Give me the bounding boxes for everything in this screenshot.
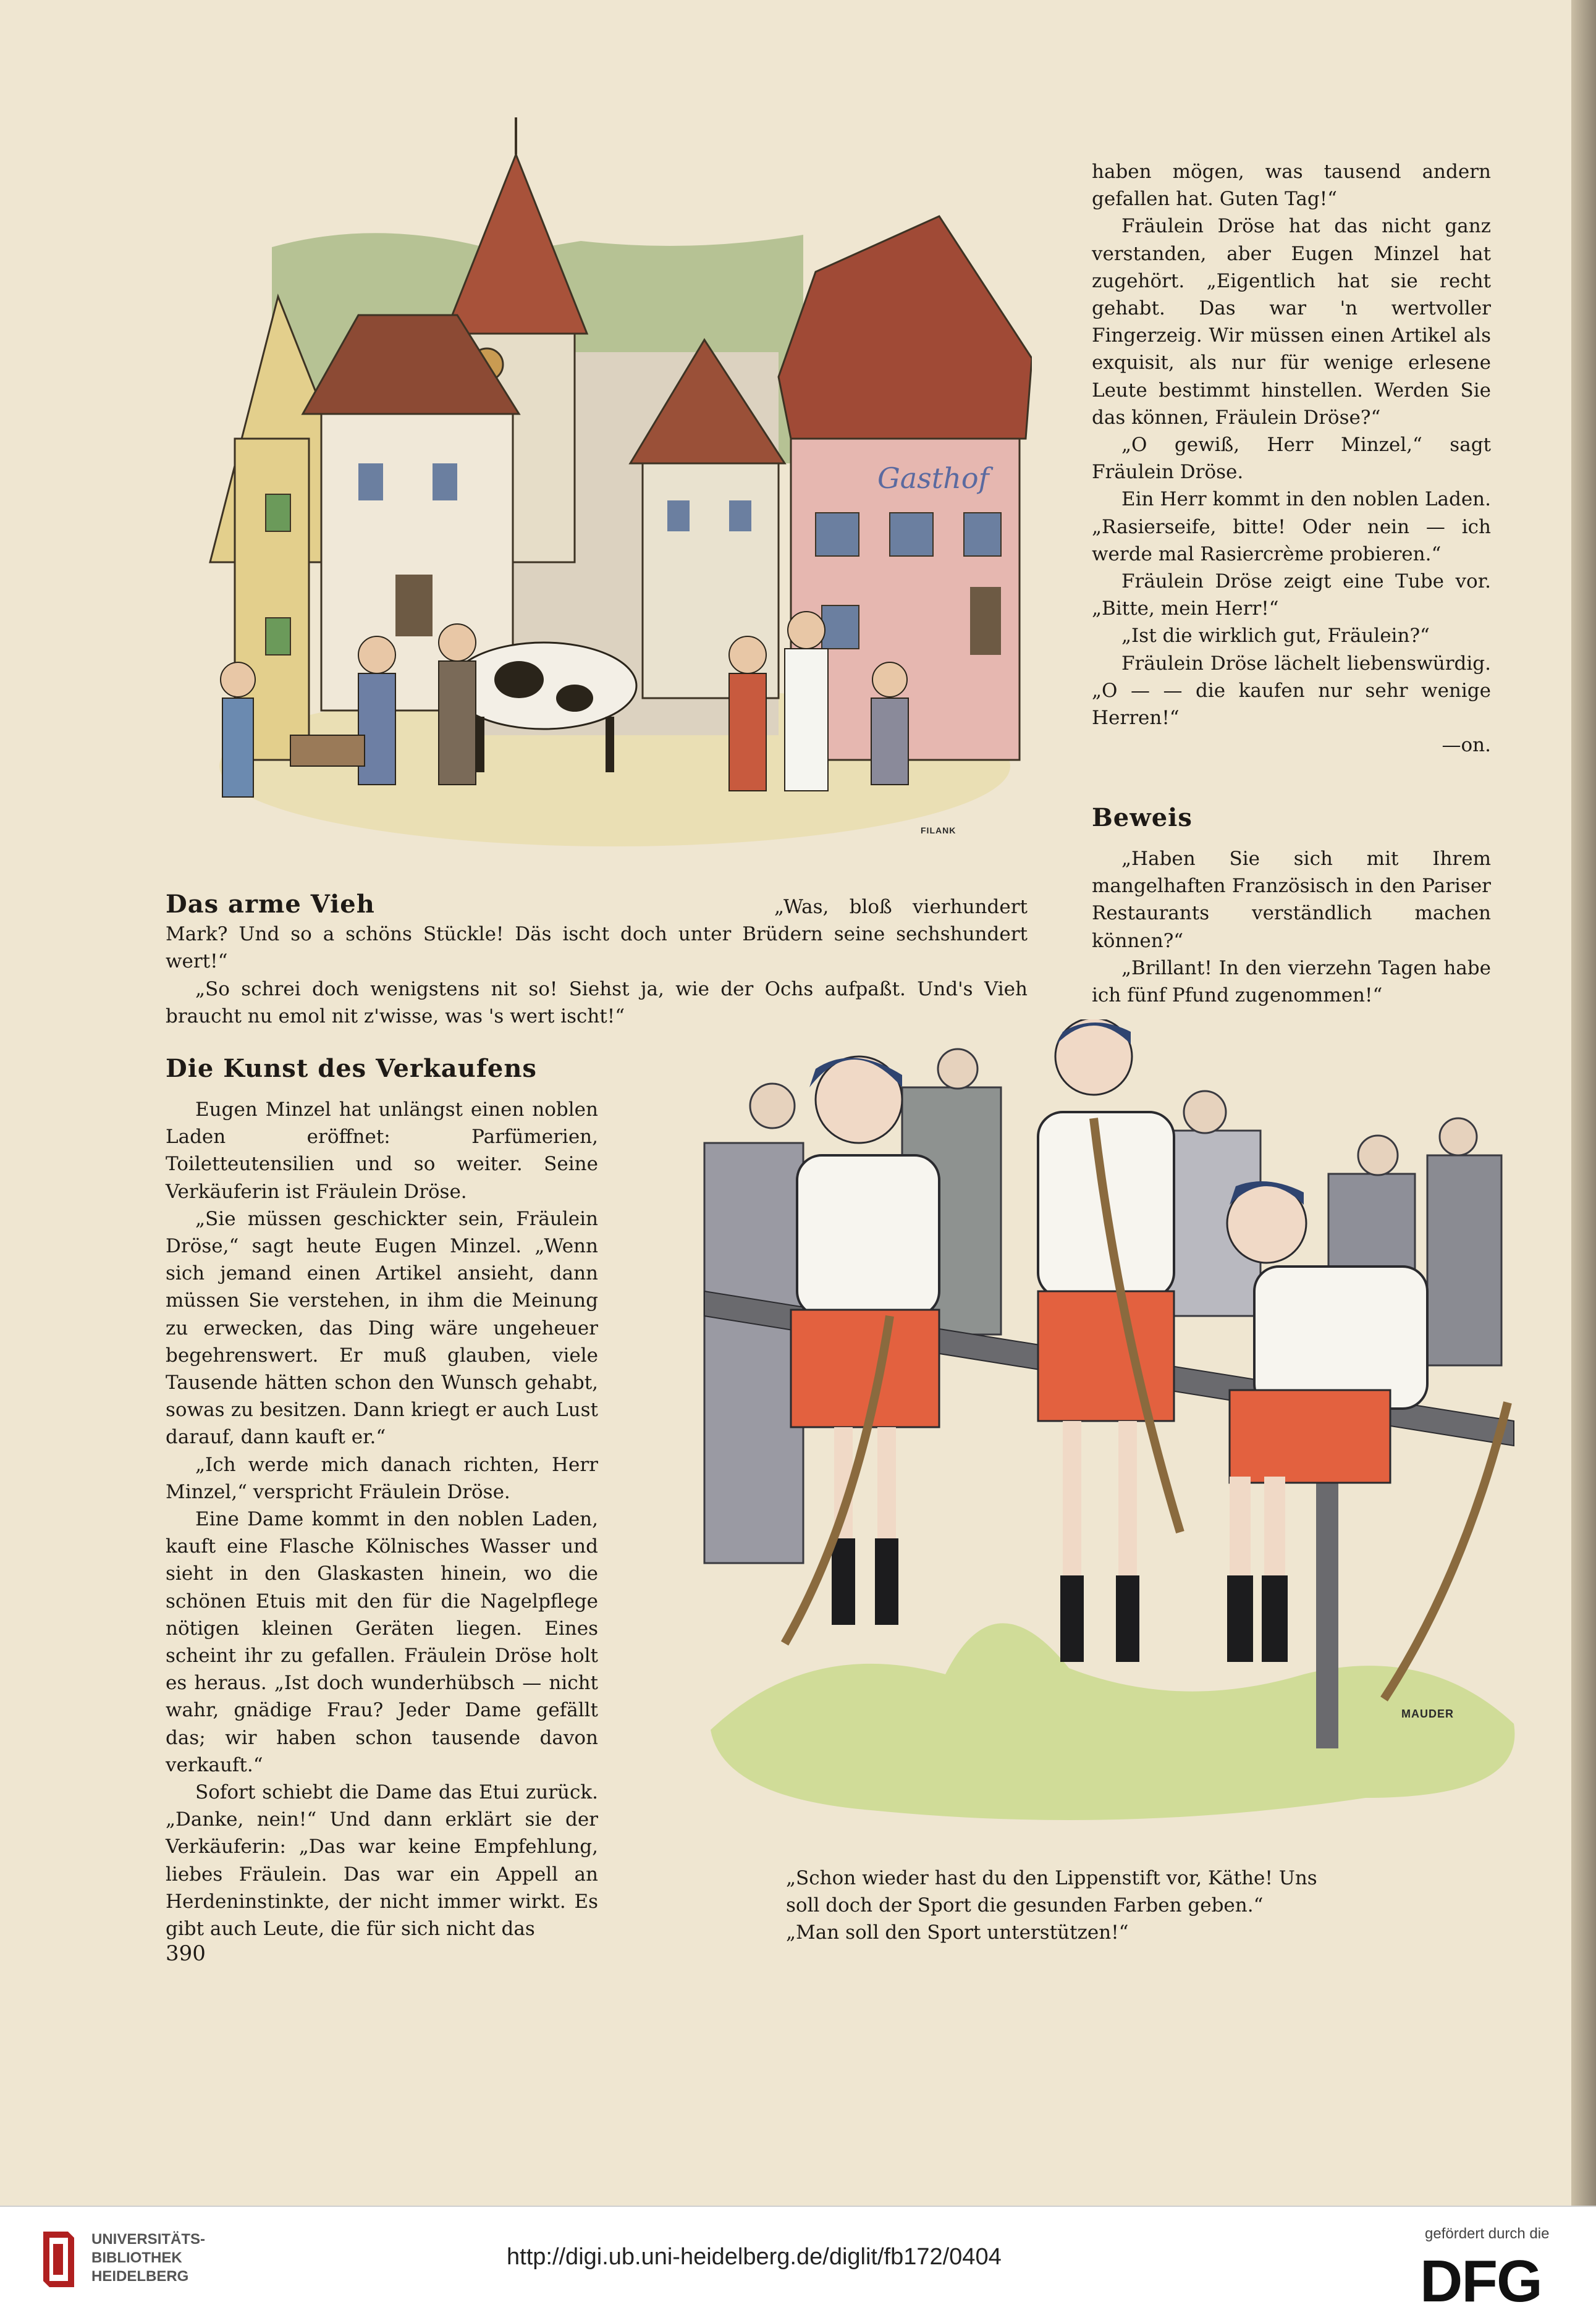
paragraph: haben mögen, was tausend andern gefallen hat. Guten Tag!“ xyxy=(1092,161,1491,211)
paragraph: „Ist die wirklich gut, Fräulein?“ xyxy=(1121,625,1430,647)
caption-line-1: „Schon wieder hast du den Lippenstift vor, Käthe! Uns soll doch der Sport die gesunden Farben geben.“ xyxy=(786,1867,1317,1916)
guesthouse-sign: Gasthof xyxy=(877,462,989,495)
dialogue-line-1: „Was, bloß vierhundert Mark? Und so a schöns Stückle! Däs ischt doch unter Brüdern seine sechshundert wert!“ xyxy=(166,896,1028,973)
paragraph: Eugen Minzel hat unlängst einen noblen Laden eröffnet: Parfümerien, Toiletteutensilien und so weiter. Seine Verkäuferin ist Fräulein Dröse. xyxy=(166,1098,598,1203)
library-line: UNIVERSITÄTS- xyxy=(91,2231,206,2248)
page-number: 390 xyxy=(166,1941,206,1966)
author-initials: —on. xyxy=(1442,734,1491,757)
dialogue-line-2: „So schrei doch wenigstens nit so! Siehst ja, wie der Ochs aufpaßt. Und's Vieh braucht nu emol nit z'wisse, was 's wert ischt!“ xyxy=(166,977,1028,1027)
funding-label: gefördert durch die xyxy=(1425,2225,1550,2242)
caption-line-2: „Man soll den Sport unterstützen!“ xyxy=(786,1921,1129,1944)
article-title-das-arme-vieh: Das arme Vieh xyxy=(166,890,375,919)
paragraph: Fräulein Dröse hat das nicht ganz verstanden, aber Eugen Minzel hat zugehört. „Eigentlich hat sie recht gehabt. Das war 'n wertvoller Fingerzeig. Wir müssen einen Artikel als exquisit, als nur für wenige erlesene Leute bestimmt hinstellen. Werden Sie das können, Fräulein Dröse?“ xyxy=(1092,215,1491,429)
paragraph: Fräulein Dröse zeigt eine Tube vor. „Bitte, mein Herr!“ xyxy=(1092,570,1491,620)
paragraph: „O gewiß, Herr Minzel,“ sagt Fräulein Dröse. xyxy=(1092,434,1491,484)
article-text-beweis xyxy=(1092,845,1491,1009)
ub-heidelberg-logo-icon xyxy=(37,2225,80,2293)
hockey-caption xyxy=(786,1865,1342,1946)
paragraph: Ein Herr kommt in den noblen Laden. „Rasierseife, bitte! Oder nein — ich werde mal Rasiercrème probieren.“ xyxy=(1092,488,1491,565)
paragraph: „Sie müssen geschickter sein, Fräulein Dröse,“ sagt heute Eugen Minzel. „Wenn sich jemand einen Artikel ansieht, dann müssen Sie verstehen, in ihm die Meinung zu erwecken, das Ding wäre ungeheuer begehrenswert. Er muß glauben, viele Tausende hätten schon den Wunsch gehabt, sowas zu besitzen. Dann kriegt er auch Lust darauf, dann kauft er.“ xyxy=(166,1207,598,1449)
library-line: BIBLIOTHEK xyxy=(91,2249,182,2266)
article-column-left xyxy=(166,1096,598,1942)
article-column-right xyxy=(1092,158,1491,759)
permalink-url[interactable]: http://digi.ub.uni-heidelberg.de/diglit/fb172/0404 xyxy=(507,2244,1002,2270)
library-name xyxy=(91,2230,205,2286)
paragraph: „Brillant! In den vierzehn Tagen habe ich fünf Pfund zugenommen!“ xyxy=(1092,956,1491,1007)
illustrator-signature-village: FILANK xyxy=(921,825,956,835)
article-title-beweis: Beweis xyxy=(1092,803,1193,832)
dfg-logo: DFG xyxy=(1420,2248,1542,2314)
paragraph: Fräulein Dröse lächelt liebenswürdig. „O — — die kaufen nur sehr wenige Herren!“ xyxy=(1092,652,1491,730)
paragraph: Eine Dame kommt in den noblen Laden, kauft eine Flasche Kölnisches Wasser und sieht in den Glaskasten hinein, wo die schönen Etuis mit den für die Nagelpflege nötigen kleinen Geräten liegen. Eines scheint ihr zu gefallen. Fräulein Dröse holt es heraus. „Ist doch wunderhübsch — nicht wahr, gnädige Frau? Jeder Dame gefällt das; wir haben schon tausende davon verkauft.“ xyxy=(166,1508,598,1776)
paragraph: „Ich werde mich danach richten, Herr Minzel,“ verspricht Fräulein Dröse. xyxy=(166,1453,598,1503)
paragraph: Sofort schiebt die Dame das Etui zurück. „Danke, nein!“ Und dann erklärt sie der Verkäuferin: „Das war keine Empfehlung, liebes Fräulein. Das war ein Appell an Herdeninstinkte, der nicht immer wirkt. Es gibt auch Leute, die für sich nicht das xyxy=(166,1781,598,1941)
paragraph: „Haben Sie sich mit Ihrem mangelhaften Französisch in den Pariser Restaurants verständlich machen können?“ xyxy=(1092,848,1491,952)
digitization-footer xyxy=(0,2206,1596,2323)
page-binding-edge xyxy=(1571,0,1596,2206)
village-illustration xyxy=(198,93,1032,859)
article-text-das-arme-vieh xyxy=(166,893,1028,1030)
library-line: HEIDELBERG xyxy=(91,2268,189,2285)
article-title-kunst-des-verkaufens: Die Kunst des Verkaufens xyxy=(166,1054,537,1083)
illustrator-signature-mauder: MAUDER xyxy=(1401,1708,1454,1720)
